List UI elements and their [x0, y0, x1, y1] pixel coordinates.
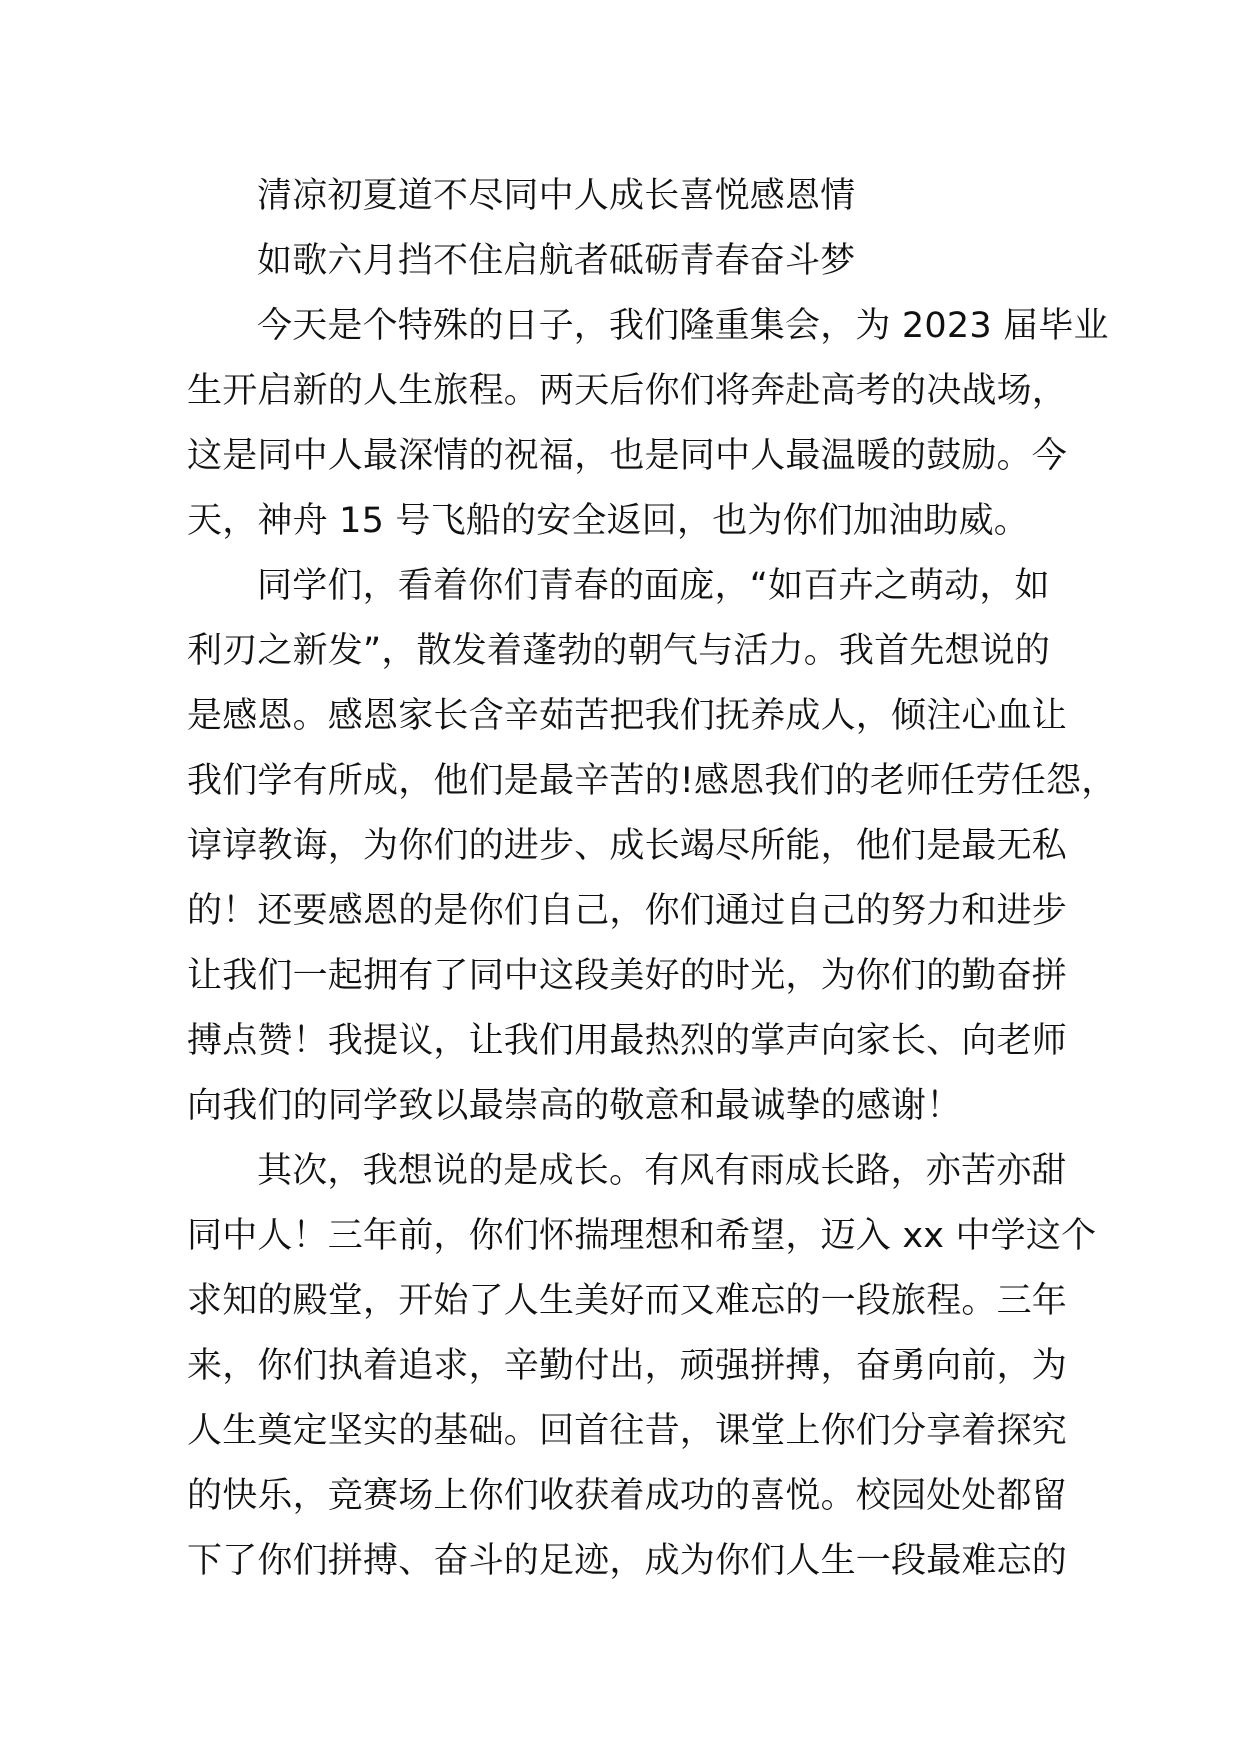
paragraph-3-line-5: 人生奠定坚实的基础。回首往昔，课堂上你们分享着探究 — [187, 1411, 1068, 1451]
paragraph-3-line-7: 下了你们拼搏、奋斗的足迹，成为你们人生一段最难忘的 — [187, 1541, 1068, 1581]
paragraph-2-line-7: 让我们一起拥有了同中这段美好的时光，为你们的勤奋拼 — [187, 956, 1068, 996]
paragraph-1 — [187, 294, 1109, 554]
paragraph-2-line-9: 向我们的同学致以最崇高的敬意和最诚挚的感谢！ — [187, 1086, 962, 1126]
document-body — [187, 164, 1117, 1594]
paragraph-3-line-2: 同中人！三年前，你们怀揣理想和希望，迈入 xx 中学这个 — [187, 1216, 1097, 1256]
paragraph-1-line-4: 天，神舟 15 号飞船的安全返回，也为你们加油助威。 — [187, 501, 1029, 541]
paragraph-2-line-5: 谆谆教诲，为你们的进步、成长竭尽所能，他们是最无私 — [187, 826, 1068, 866]
paragraph-3-line-1: 其次，我想说的是成长。有风有雨成长路，亦苦亦甜 — [257, 1151, 1067, 1191]
paragraph-3-line-6: 的快乐，竞赛场上你们收获着成功的喜悦。校园处处都留 — [187, 1476, 1068, 1516]
paragraph-2-line-1: 同学们，看着你们青春的面庞，“如百卉之萌动，如 — [257, 566, 1050, 606]
paragraph-1-line-2: 生开启新的人生旅程。两天后你们将奔赴高考的决战场， — [187, 371, 1068, 411]
paragraph-3 — [187, 1139, 1097, 1594]
paragraph-2 — [187, 554, 1117, 1139]
paragraph-2-line-6: 的！还要感恩的是你们自己，你们通过自己的努力和进步 — [187, 891, 1068, 931]
paragraph-2-line-3: 是感恩。感恩家长含辛茹苦把我们抚养成人，倾注心血让 — [187, 696, 1068, 736]
paragraph-2-line-2: 利刃之新发”，散发着蓬勃的朝气与活力。我首先想说的 — [187, 631, 1051, 671]
paragraph-3-line-3: 求知的殿堂，开始了人生美好而又难忘的一段旅程。三年 — [187, 1281, 1068, 1321]
paragraph-2-line-8: 搏点赞！我提议，让我们用最热烈的掌声向家长、向老师 — [187, 1021, 1068, 1061]
heading-line-1: 清凉初夏道不尽同中人成长喜悦感恩情 — [257, 176, 856, 216]
paragraph-1-line-3: 这是同中人最深情的祝福，也是同中人最温暖的鼓励。今 — [187, 436, 1068, 476]
heading-line-2: 如歌六月挡不住启航者砥砺青春奋斗梦 — [257, 241, 856, 281]
paragraph-2-line-4: 我们学有所成，他们是最辛苦的!感恩我们的老师任劳任怨， — [187, 761, 1117, 801]
paragraph-3-line-4: 来，你们执着追求，辛勤付出，顽强拼搏，奋勇向前，为 — [187, 1346, 1068, 1386]
paragraph-1-line-1: 今天是个特殊的日子，我们隆重集会，为 2023 届毕业 — [257, 306, 1109, 346]
